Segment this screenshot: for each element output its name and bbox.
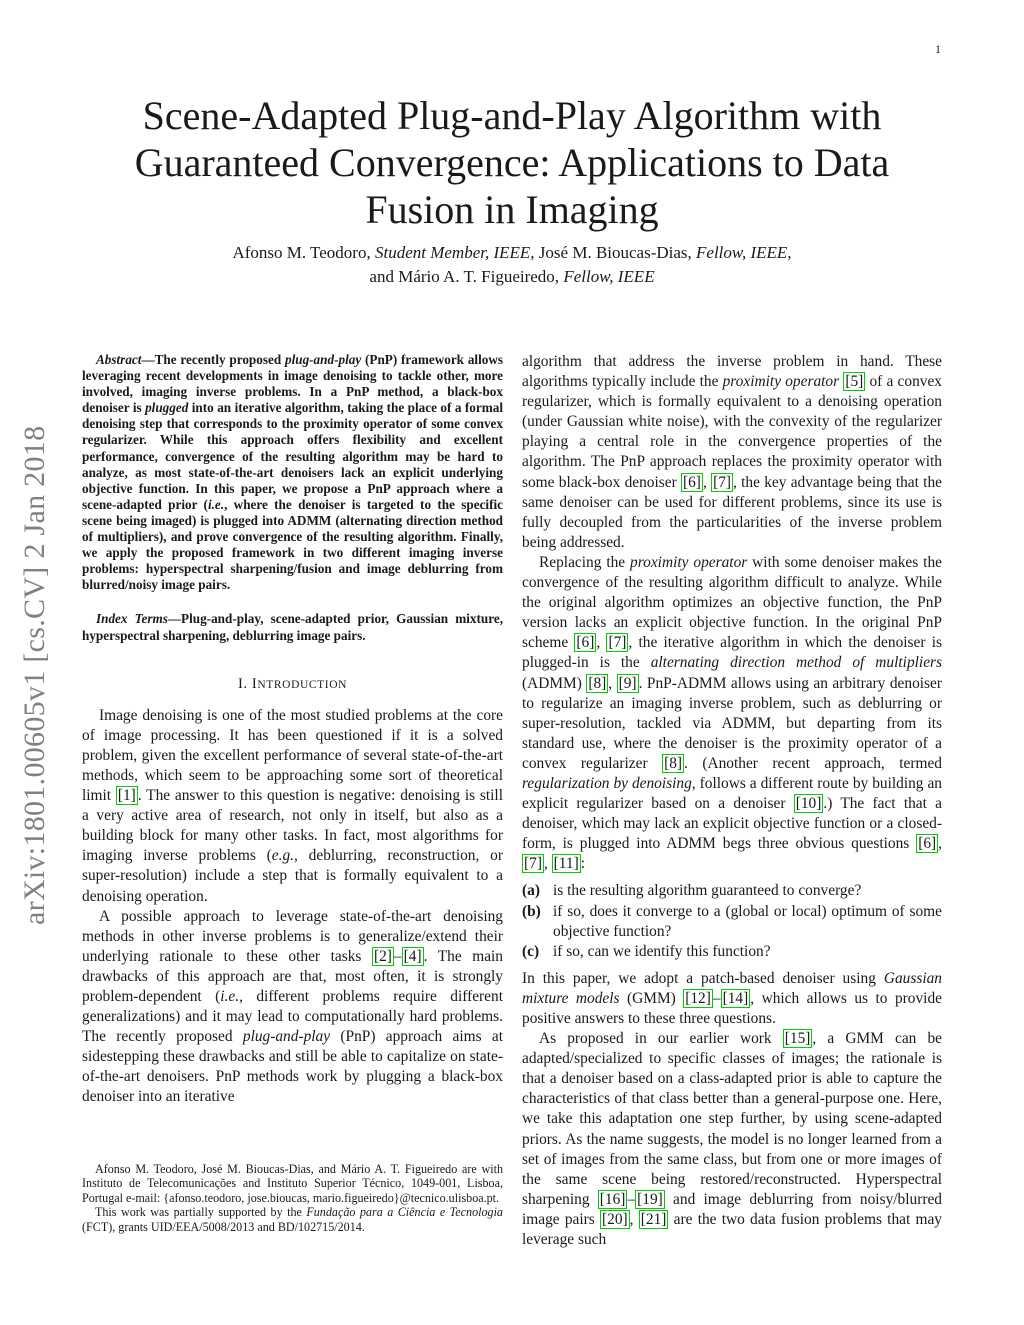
text: . The main drawbacks of this approach are that, most often, it is strongly problem-dependent (: [82, 947, 503, 1005]
text: –: [393, 947, 402, 965]
list-item-label: (a): [522, 882, 540, 900]
text: with some denoiser makes the convergence of the resulting algorithm difficult to analyze. While the original algorithm optimizes an objective function, the PnP version lacks an explicit objective function. In the original PnP scheme: [522, 553, 942, 652]
abstract-label: Abstract: [96, 352, 142, 367]
text: algorithm that address the inverse problem in hand. These algorithms typically include the: [522, 353, 942, 391]
author-bioucas-dias: José M. Bioucas-Dias,: [538, 243, 692, 262]
index-terms: [82, 611, 503, 643]
text: .) The fact that a denoiser, which may lack an explicit objective function or a closed-form, is plugged into ADMM begs three obvious questions: [522, 795, 942, 853]
text: , different problems require different generalizations) and it may lead to computationally hard problems. The recently proposed: [82, 988, 503, 1046]
text: (GMM): [619, 989, 684, 1007]
citation-link[interactable]: [7]: [608, 634, 627, 652]
abstract-text-3: into an iterative algorithm, taking the place of a formal denoising step that corresponds to the proximity operator of some convex regularizer. While this approach offers flexibility and excellent performance, convergence of the resulting algorithm may be hard to analyze, as most state-of-the-art denoisers lack an explicit underlying objective function. In this paper, we propose a PnP approach where a scene-adapted prior (: [82, 400, 503, 512]
citation-link[interactable]: [4]: [403, 947, 422, 965]
citation-link[interactable]: [10]: [795, 795, 822, 813]
list-item: [522, 881, 942, 901]
citation-link[interactable]: [8]: [588, 674, 607, 692]
right-paragraph-3: [522, 969, 942, 1029]
citation-link[interactable]: [11]: [553, 855, 579, 873]
text: A possible approach to leverage state-of-the-art denoising methods in other inverse problems is to generalize/extend their underlying rationale to these other tasks: [82, 907, 503, 965]
right-paragraph-1: [522, 352, 942, 553]
footnote-funding: [82, 1205, 503, 1234]
list-item-label: (b): [522, 902, 541, 920]
citation-link[interactable]: [6]: [682, 473, 701, 491]
text: ,: [629, 1210, 639, 1228]
text: deblurring, reconstruction, or super-resolution) include a step that is formally equivalent to a denoising operation.: [82, 847, 503, 905]
text: This work was partially supported by the: [95, 1205, 307, 1220]
text: , a GMM can be adapted/specialized to specific classes of images; the rationale is that a denoiser based on a class-adapted prior is able to capture the characteristics of that class better than a general-purpose one. Here, we take this adaptation one step further, by using scene-adapted priors. As the name suggests, the model is no longer learned from a set of images from the same class, but from one or more images of the same scene being restored/reconstructed. Hyperspectral sharpening: [522, 1030, 943, 1208]
text: Afonso M. Teodoro, José M. Bioucas-Dias, and Mário A. T. Figueiredo are with Instituto de Telecomunicações and Instituto Superior Técnico, 1049-001, Lisboa, Portugal e-mail:: [82, 1162, 503, 1205]
text: ,: [702, 473, 712, 491]
author-figueiredo: and Mário A. T. Figueiredo,: [369, 267, 560, 286]
footnotes: [82, 1162, 503, 1234]
text: , the iterative algorithm in which the denoiser is plugged-in is the: [522, 634, 942, 672]
text: , the key advantage being that the same denoiser can be used for different problems, since its use is fully decoupled from the particularities of the inverse problem being addressed.: [522, 473, 942, 551]
text: In this paper, we adopt a patch-based denoiser using: [522, 969, 884, 987]
text: afonso.teodoro, jose.bioucas, mario.figueiredo: [169, 1190, 394, 1205]
author-block: [100, 241, 924, 289]
text: {: [163, 1190, 170, 1205]
intro-paragraph-1: [82, 706, 503, 907]
text: . (Another recent approach, termed: [684, 754, 942, 772]
text: , which allows us to provide positive answers to these three questions.: [522, 989, 942, 1027]
text-ie: i.e.: [220, 988, 240, 1005]
text: –: [627, 1190, 636, 1208]
text: . The answer to this question is negative: denoising is still a very active area of research, not only in itself, but also as a building block for many other tasks. In fact, most algorithms for imaging inverse problems (: [82, 787, 503, 865]
intro-paragraph-2: [82, 907, 503, 1108]
right-paragraph-4: [522, 1029, 942, 1250]
abstract-text-2: (PnP) framework allows leveraging recent developments in image denoising to tackle other, more involved, imaging inverse problems. In a PnP method, a black-box denoiser is: [82, 352, 503, 416]
author-figueiredo-membership: Fellow, IEEE: [563, 267, 655, 286]
text: and image deblurring from noisy/blurred image pairs: [522, 1190, 942, 1228]
text: @tecnico.ulisboa.pt.: [399, 1190, 500, 1205]
citation-link[interactable]: [19]: [637, 1190, 663, 1208]
abstract-text-4: , where the denoiser is targeted to the specific scene being imaged) is plugged into ADMM (alternating direction method of multipliers), and prove convergence of the resulting algorithm. Finally, we apply the proposed framework in two different imaging inverse problems: hyperspectral sharpening/fusion and image deblurring from blurred/noisy image pairs.: [82, 496, 503, 593]
abstract-ie: i.e.: [207, 496, 225, 512]
citation-link[interactable]: [14]: [722, 989, 749, 1007]
index-terms-label: Index Terms: [96, 611, 168, 627]
text: Image denoising is one of the most studied problems at the core of image processing. It has been questioned if it is a solved problem, given the excellent performance of several state-of-the-art methods, which seem to be approaching some sort of theoretical limit: [82, 706, 503, 805]
right-column: [522, 352, 942, 1250]
text-fct: Fundação para a Ciência e Tecnologia: [306, 1205, 503, 1220]
question-list: [522, 881, 942, 961]
text-prox: proximity operator: [630, 553, 748, 571]
text: ,: [938, 835, 942, 853]
text: –: [712, 989, 721, 1007]
section-heading-introduction: [82, 674, 503, 695]
text: , follows a different route by building an explicit regularizer based on a denoiser: [522, 774, 942, 813]
footnote-affiliation: [82, 1162, 503, 1205]
text: ,: [543, 855, 552, 873]
section-title-rest: NTRODUCTION: [257, 678, 348, 691]
list-item-text: is the resulting algorithm guaranteed to converge?: [553, 882, 862, 900]
text: are the two data fusion problems that may leverage such: [522, 1210, 942, 1249]
left-column: [82, 352, 503, 1108]
text: . PnP-ADMM allows using an arbitrary denoiser to regularize an imaging inverse problem, such as deblurring or super-resolution, tackled via ADMM, but departing from its standard use, where the denoiser is the proximity operator of a convex regularizer: [522, 674, 942, 772]
abstract: [82, 352, 503, 593]
text-gmm: Gaussian mixture models: [522, 969, 942, 1007]
text-red: regularization by denoising: [522, 774, 692, 792]
right-paragraph-2: [522, 553, 942, 875]
text-admm: alternating direction method of multipliers: [650, 654, 942, 672]
abstract-term-pnp: plug-and-play: [284, 352, 362, 367]
citation-link[interactable]: [7]: [524, 855, 542, 873]
index-terms-text: —Plug-and-play, scene-adapted prior, Gaussian mixture, hyperspectral sharpening, deblurring image pairs.: [82, 611, 503, 643]
text-prox: proximity operator: [722, 373, 840, 391]
text: ,: [596, 634, 607, 652]
author-teodoro: Afonso M. Teodoro,: [232, 243, 371, 262]
author-bioucas-dias-membership: Fellow, IEEE,: [696, 243, 792, 262]
text: (FCT), grants UID/EEA/5008/2013 and BD/102715/2014.: [82, 1219, 365, 1234]
arxiv-identifier-stamp: arXiv:1801.00605v1 [cs.CV] 2 Jan 2018: [18, 425, 51, 925]
text: of a convex regularizer, which is formally equivalent to a denoising operation (under Gaussian white noise), with the convexity of the regularizer playing a central role in the convergence properties of the algorithm. The PnP approach replaces the proximity operator with some black-box denoiser: [522, 373, 942, 491]
citation-link[interactable]: [12]: [685, 989, 711, 1007]
paper-title: Scene-Adapted Plug-and-Play Algorithm with Guaranteed Convergence: Applications to Data Fusion in Imaging: [134, 93, 890, 232]
text: (ADMM): [522, 674, 587, 692]
text: As proposed in our earlier work: [539, 1030, 783, 1048]
citation-link[interactable]: [5]: [845, 373, 864, 391]
list-item: [522, 902, 942, 942]
text-pnp: plug-and-play: [242, 1028, 331, 1046]
citation-link[interactable]: [21]: [640, 1210, 667, 1228]
citation-link[interactable]: [7]: [713, 473, 732, 491]
list-item-label: (c): [522, 942, 540, 960]
citation-link[interactable]: [15]: [784, 1030, 811, 1048]
abstract-text-1: —The recently proposed: [141, 352, 285, 367]
citation-link[interactable]: [20]: [602, 1210, 628, 1228]
text: (PnP) approach aims at sidestepping these drawbacks and still be able to capitalize on state-of-the-art denoisers. PnP methods work by plugging a black-box denoiser into an iterative: [82, 1028, 503, 1106]
list-item: [522, 942, 942, 962]
citation-link[interactable]: [6]: [576, 634, 595, 652]
author-teodoro-membership: Student Member, IEEE,: [374, 243, 535, 262]
list-item-text: if so, does it converge to a (global or local) optimum of some objective function?: [553, 902, 942, 940]
citation-link[interactable]: [2]: [373, 947, 392, 965]
section-numeral: I. I: [237, 675, 258, 692]
text: }: [393, 1190, 400, 1205]
text: ,: [608, 674, 617, 692]
abstract-term-plugged: plugged: [145, 400, 189, 416]
citation-link[interactable]: [1]: [117, 787, 136, 805]
text-eg: e.g.,: [271, 847, 298, 865]
citation-link[interactable]: [8]: [664, 754, 683, 772]
list-item-text: if so, can we identify this function?: [553, 942, 771, 960]
citation-link[interactable]: [6]: [918, 835, 937, 853]
citation-link[interactable]: [9]: [618, 674, 637, 692]
page-number: 1: [935, 42, 941, 56]
text: Replacing the: [539, 553, 631, 571]
citation-link[interactable]: [16]: [599, 1190, 626, 1208]
text: :: [580, 855, 586, 873]
